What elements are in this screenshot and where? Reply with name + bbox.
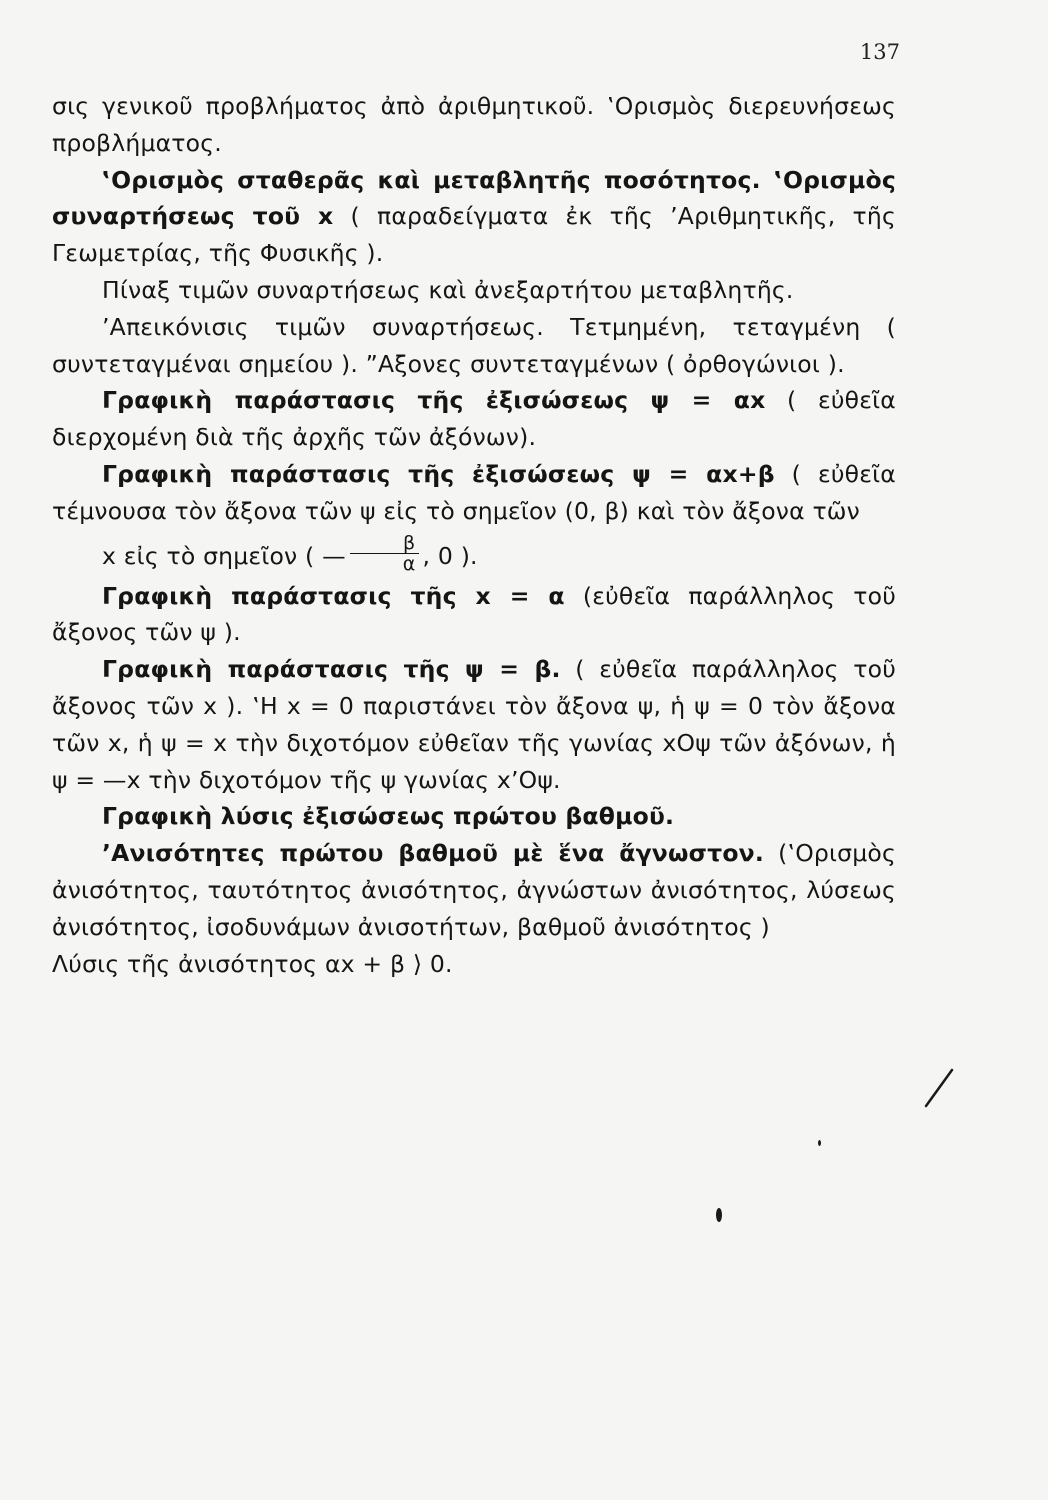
text-line: ( εὐθεῖα διερχομένη διὰ τῆς ἀρχῆς τῶν ἀξόνων). xyxy=(52,386,896,452)
paragraph-3 xyxy=(52,272,896,309)
fraction-denominator: α xyxy=(402,552,416,575)
paragraph-9 xyxy=(52,798,896,835)
paragraph-10 xyxy=(52,835,896,945)
text-line: , 0 ). xyxy=(422,541,478,570)
paragraph-8 xyxy=(52,651,896,798)
paragraph-2 xyxy=(52,162,896,272)
paragraph-1 xyxy=(52,88,896,162)
text-line: (εὐθεῖα παράλληλος τοῦ ἄξονος τῶν ψ ). xyxy=(52,581,896,647)
pen-mark xyxy=(918,1066,958,1110)
heading-definition: ‛Ορισμὸς σταθερᾶς καὶ μεταβλητῆς ποσότητος. ‛Ορισμὸς συναρτήσεως τοῦ x xyxy=(52,165,896,231)
heading-graph-x-a: Γραφικὴ παράστασις τῆς x = α xyxy=(102,581,565,610)
fraction xyxy=(350,533,419,574)
ink-speck xyxy=(818,1140,821,1146)
text-line: ( εὐθεῖα τέμνουσα τὸν ἄξονα τῶν ψ εἰς τὸ σημεῖον (0, β) καὶ τὸν ἄξονα τῶν xyxy=(52,459,896,525)
text-line: (‛Ορισμὸς ἀνισότητος, ταυτότητος ἀνισότητος, ἀγνώστων ἀνισότητος, λύσεως ἀνισότητος, ἰσοδυνάμων ἀνισοτήτων, βαθμοῦ ἀνισότητος ) xyxy=(52,839,896,941)
text-line: Λύσις τῆς ἀνισότητος αx + β ⟩ 0. xyxy=(52,949,453,978)
page-number: 137 xyxy=(859,40,900,64)
text-line: ( εὐθεῖα παράλληλος τοῦ ἄξονος τῶν x ). ‛Η x = 0 παριστάνει τὸν ἄξονα ψ, ἡ ψ = 0 τὸν ἄξονα τῶν x, ἡ ψ = x τὴν διχοτόμον εὐθεῖαν τῆς γωνίας xOψ τῶν ἀξόνων, ἡ ψ = —x τὴν διχοτόμον τῆς ψ γωνίας x’Oψ. xyxy=(52,655,896,794)
paragraph-7 xyxy=(52,578,896,652)
paragraph-6 xyxy=(52,456,896,578)
ink-speck xyxy=(716,1208,722,1222)
paragraph-5 xyxy=(52,382,896,456)
text-line: x εἰς τὸ σημεῖον ( — xyxy=(102,541,346,570)
paragraph-4 xyxy=(52,309,896,383)
body-text xyxy=(52,88,896,982)
fraction-line xyxy=(52,531,896,578)
heading-inequalities: ’Ανισότητες πρώτου βαθμοῦ μὲ ἕνα ἄγνωστον. xyxy=(102,839,765,868)
heading-graph-y-ax: Γραφικὴ παράστασις τῆς ἐξισώσεως ψ = αx xyxy=(102,386,766,415)
heading-graphic-solution: Γραφικὴ λύσις ἐξισώσεως πρώτου βαθμοῦ. xyxy=(102,802,675,831)
text-line: ’Απεικόνισις τιμῶν συναρτήσεως. Τετμημένη, τεταγμένη ( συντεταγμέναι σημείου ). ”Αξονες συντεταγμένων ( ὀρθογώνιοι ). xyxy=(52,312,896,378)
heading-graph-y-ax-b: Γραφικὴ παράστασις τῆς ἐξισώσεως ψ = αx+β xyxy=(102,459,775,488)
text-line: σις γενικοῦ προβλήματος ἀπὸ ἀριθμητικοῦ. ‛Ορισμὸς διερευνήσεως προβλήματος. xyxy=(52,92,896,157)
fraction-numerator: β xyxy=(350,533,419,554)
heading-graph-y-b: Γραφικὴ παράστασις τῆς ψ = β. xyxy=(102,655,561,684)
paragraph-11 xyxy=(52,946,896,983)
text-line: ( παραδείγματα ἐκ τῆς ’Αριθμητικῆς, τῆς Γεωμετρίας, τῆς Φυσικῆς ). xyxy=(52,202,896,268)
text-line: Πίναξ τιμῶν συναρτήσεως καὶ ἀνεξαρτήτου μεταβλητῆς. xyxy=(102,275,794,304)
